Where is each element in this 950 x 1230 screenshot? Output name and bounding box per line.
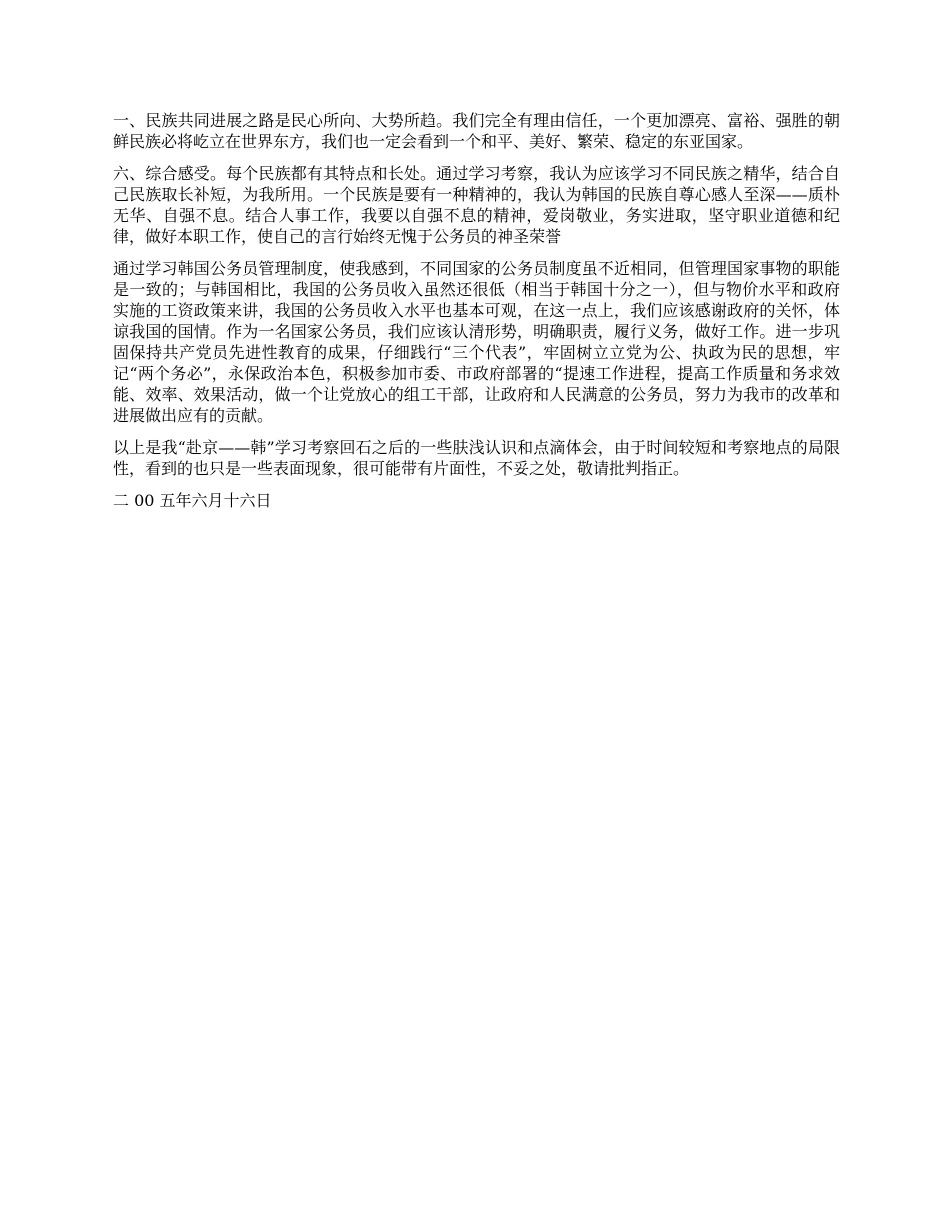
paragraph-closing-remarks: 以上是我“赴京——韩”学习考察回石之后的一些肤浅认识和点滴体会，由于时间较短和考察地点的局限性，看到的也只是一些表面现象，很可能带有片面性，不妥之处，敬请批判指正。 xyxy=(113,438,840,478)
paragraph-overall-impressions: 六、综合感受。每个民族都有其特点和长处。通过学习考察，我认为应该学习不同民族之精华，结合自己民族取长补短，为我所用。一个民族是要有一种精神的，我认为韩国的民族自尊心感人至深——质朴无华、自强不息。结合人事工作，我要以自强不息的精神，爱岗敬业，务实进取，坚守职业道德和纪律，做好本职工作，使自己的言行始终无愧于公务员的神圣荣誉 xyxy=(113,164,840,246)
paragraph-civil-service-system: 通过学习韩国公务员管理制度，使我感到，不同国家的公务员制度虽不近相同，但管理国家事物的职能是一致的；与韩国相比，我国的公务员收入虽然还很低（相当于韩国十分之一），但与物价水平和政府实施的工资政策来讲，我国的公务员收入水平也基本可观，在这一点上，我们应该感谢政府的关怀，体谅我国的国情。作为一名国家公务员，我们应该认清形势，明确职责，履行义务，做好工作。进一步巩固保持共产党员先进性教育的成果，仔细践行“三个代表”，牢固树立立党为公、执政为民的思想，牢记“两个务必”，永保政治本色，积极参加市委、市政府部署的“提速工作进程，提高工作质量和务求效能、效率、效果活动，做一个让党放心的组工干部，让政府和人民满意的公务员，努力为我市的改革和进展做出应有的贡献。 xyxy=(113,259,840,425)
paragraph-ethnic-development: 一、民族共同进展之路是民心所向、大势所趋。我们完全有理由信任，一个更加漂亮、富裕、强胜的朝鲜民族必将屹立在世界东方，我们也一定会看到一个和平、美好、繁荣、稳定的东亚国家。 xyxy=(113,111,840,151)
document-date: 二 00 五年六月十六日 xyxy=(113,491,272,510)
document-body xyxy=(113,110,840,511)
